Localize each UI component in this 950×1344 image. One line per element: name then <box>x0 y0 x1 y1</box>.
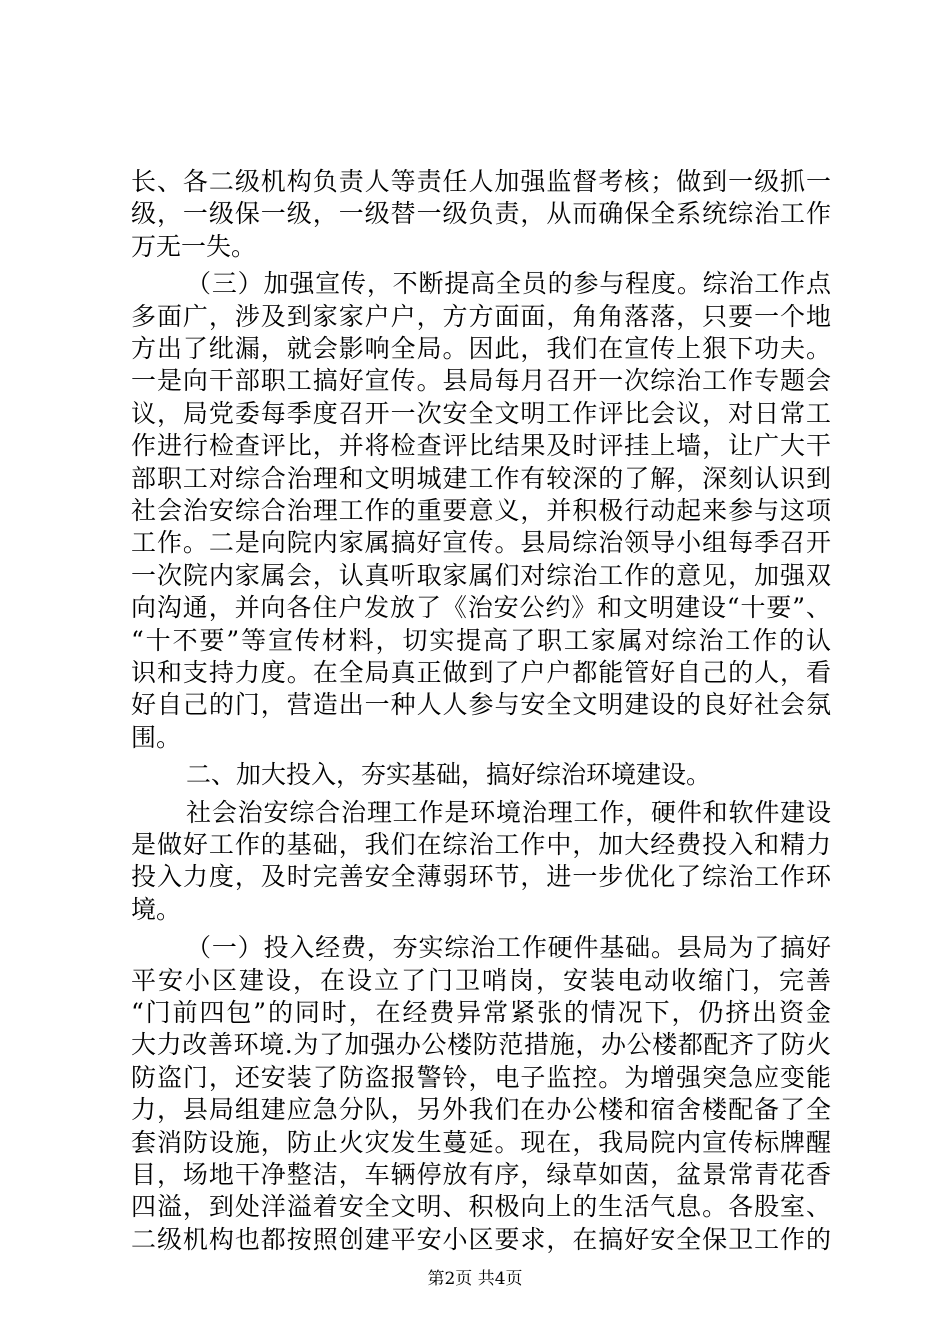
text-line: 识和支持力度。在全局真正做到了户户都能管好自己的人，看 <box>131 658 831 687</box>
page-footer: 第2页 共4页 <box>427 1269 523 1289</box>
text-line: 方出了纰漏，就会影响全局。因此，我们在宣传上狠下功夫。 <box>131 334 831 363</box>
text-line: 部职工对综合治理和文明城建工作有较深的了解，深刻认识到 <box>131 463 831 493</box>
text-line: 万无一失。 <box>131 231 257 261</box>
paragraph-first-line: 社会治安综合治理工作是环境治理工作，硬件和软件建设 <box>186 797 831 827</box>
text-line: 防盗门，还安装了防盗报警铃，电子监控。为增强突急应变能 <box>131 1062 831 1092</box>
text-line: 一次院内家属会，认真听取家属们对综治工作的意见，加强双 <box>131 560 831 590</box>
text-line: 二级机构也都按照创建平安小区要求，在搞好安全保卫工作的 <box>131 1224 831 1254</box>
text-line: 大力改善环境.为了加强办公楼防范措施，办公楼都配齐了防火 <box>131 1030 831 1060</box>
text-line: 一是向干部职工搞好宣传。县局每月召开一次综治工作专题会 <box>131 366 831 396</box>
text-line: 目，场地干净整洁，车辆停放有序，绿草如茵，盆景常青花香 <box>131 1160 831 1189</box>
text-line: 平安小区建设，在设立了门卫哨岗，安装电动收缩门，完善 <box>131 965 831 995</box>
text-line: 四溢，到处洋溢着安全文明、积极向上的生活气息。各股室、 <box>131 1192 831 1222</box>
text-line: 议，局党委每季度召开一次安全文明工作评比会议，对日常工 <box>131 398 831 428</box>
text-line: 套消防设施，防止火灾发生蔓延。现在，我局院内宣传标牌醒 <box>131 1127 831 1157</box>
text-line: 力，县局组建应急分队，另外我们在办公楼和宿舍楼配备了全 <box>131 1095 831 1125</box>
text-line: 长、各二级机构负责人等责任人加强监督考核；做到一级抓一 <box>131 167 831 196</box>
text-line: 工作。二是向院内家属搞好宣传。县局综治领导小组每季召开 <box>131 528 831 558</box>
text-line: 投入力度，及时完善安全薄弱环节，进一步优化了综治工作环 <box>131 862 831 892</box>
text-line: “门前四包”的同时，在经费异常紧张的情况下，仍挤出资金 <box>131 998 831 1027</box>
section-heading: 二、加大投入，夯实基础，搞好综治环境建设。 <box>186 760 712 790</box>
text-line: 围。 <box>131 722 182 752</box>
text-line: 社会治安综合治理工作的重要意义，并积极行动起来参与这项 <box>131 496 831 525</box>
paragraph-first-line: （三）加强宣传，不断提高全员的参与程度。综治工作点 <box>186 269 831 299</box>
text-line: “十不要”等宣传材料，切实提高了职工家属对综治工作的认 <box>131 625 831 655</box>
text-line: 境。 <box>131 894 182 924</box>
text-line: 多面广，涉及到家家户户，方方面面，角角落落，只要一个地 <box>131 301 831 331</box>
text-line: 向沟通，并向各住户发放了《治安公约》和文明建设“十要”、 <box>131 593 831 623</box>
paragraph-first-line: （一）投入经费，夯实综治工作硬件基础。县局为了搞好 <box>186 933 831 963</box>
text-line: 好自己的门，营造出一种人人参与安全文明建设的良好社会氛 <box>131 690 831 720</box>
text-line: 作进行检查评比，并将检查评比结果及时评挂上墙，让广大干 <box>131 431 831 461</box>
text-line: 级，一级保一级，一级替一级负责，从而确保全系统综治工作 <box>131 199 831 229</box>
text-line: 是做好工作的基础，我们在综治工作中，加大经费投入和精力 <box>131 830 831 859</box>
